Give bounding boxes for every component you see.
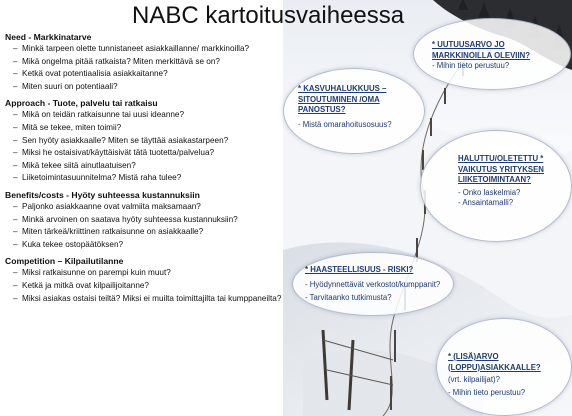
list-item: – Miten suuri on potentiaali? [13, 81, 285, 94]
callout-customer-value-text [448, 352, 558, 398]
list-item: – Minkä tarpeen olette tunnistaneet asiakkaillanne/ markkinoilla? [13, 43, 285, 56]
section-title-approach: Approach - Tuote, palvelu tai ratkaisu [5, 98, 158, 109]
callout-subitem: (vrt. kilpailijat)? [448, 375, 500, 384]
list-item: – Mikä tekee siitä ainutlaatuisen? [13, 160, 285, 173]
list-item: – Mikä on teidän ratkaisunne tai uusi ideanne? [13, 109, 285, 122]
callout-subitem: - Ansaintamalli? [458, 198, 514, 207]
list-item: – Minkä arvoinen on saatava hyöty suhteessa kustannuksiin? [13, 214, 285, 227]
callout-heading: * UUTUUSARVO JO MARKKINOILLA OLEVIIN? [432, 40, 531, 60]
need-items [5, 43, 285, 93]
callout-heading: * HAASTEELLISUUS - RISKI? [305, 265, 414, 274]
section-title-need: Need - Markkinatarve [5, 32, 92, 42]
callout-subitem: - Mistä omarahoitusosuus? [298, 119, 392, 129]
callout-subitem: - Onko laskelmia? [458, 187, 521, 197]
callout-risk-text [305, 265, 445, 304]
benefits-items [5, 201, 285, 251]
list-item: – Miten tärkeä/kriittinen ratkaisunne on asiakkaalle? [13, 226, 285, 239]
callout-heading: * (LISÄ)ARVO (LOPPU)ASIAKKAALLE? [448, 352, 541, 372]
competition-items [5, 267, 285, 303]
callout-heading: HALUTTU/OLETETTU * VAIKUTUS YRITYKSEN LIIKETOIMINTAAN? [458, 154, 544, 184]
callout-subitem: - Hyödynnettävät verkostot/kumppanit? [305, 279, 441, 289]
list-item: – Miksi asiakas ostaisi teiltä? Miksi ei muilta toimittajilta tai kumppaneilta? [13, 293, 292, 304]
approach-items [5, 109, 285, 185]
list-item: – Mikä ongelma pitää ratkaista? Miten merkittävä se on? [13, 56, 285, 69]
callout-subitem: - Tarvitaanko tutkimusta? [305, 293, 392, 302]
callout-subitem: - Mihin tieto perustuu? [432, 61, 510, 70]
callout-business-impact-text [458, 154, 563, 209]
list-item: – Miksi ratkaisunne on parempi kuin muut? [13, 267, 285, 280]
list-item: – Sen hyöty asiakkaalle? Miten se täyttää asiakastarpeen? [13, 135, 285, 148]
callout-novelty-value-text [432, 40, 557, 72]
list-item: – Paljonko asiakkaanne ovat valmiita maksamaan? [13, 201, 285, 214]
callout-subitem: - Mihin tieto perustuu? [448, 387, 526, 397]
callout-growth-text [298, 84, 410, 130]
section-title-competition: Competition – Kilpailutilanne [5, 256, 124, 267]
list-item: – Kuka tekee ostopäätöksen? [13, 239, 285, 252]
list-item: – Ketkä ovat potentiaalisia asiakkaitanne? [13, 68, 285, 81]
list-item: – Miksi he ostaisivat/käyttäisivät tätä tuotetta/palvelua? [13, 147, 285, 160]
list-item: – Ketkä ja mitkä ovat kilpailijoitanne? [13, 280, 285, 293]
question-list [5, 31, 285, 308]
slide-title: NABC kartoitusvaiheessa [132, 2, 405, 29]
list-item: – Mitä se tekee, miten toimii? [13, 122, 285, 135]
list-item: – Liiketoimintasuunnitelma? Mistä raha tulee? [13, 172, 285, 185]
callout-heading: * KASVUHALUKKUUS – SITOUTUMINEN /OMA PANOSTUS? [298, 84, 387, 114]
section-title-benefits: Benefits/costs - Hyöty suhteessa kustannuksiin [5, 189, 200, 200]
